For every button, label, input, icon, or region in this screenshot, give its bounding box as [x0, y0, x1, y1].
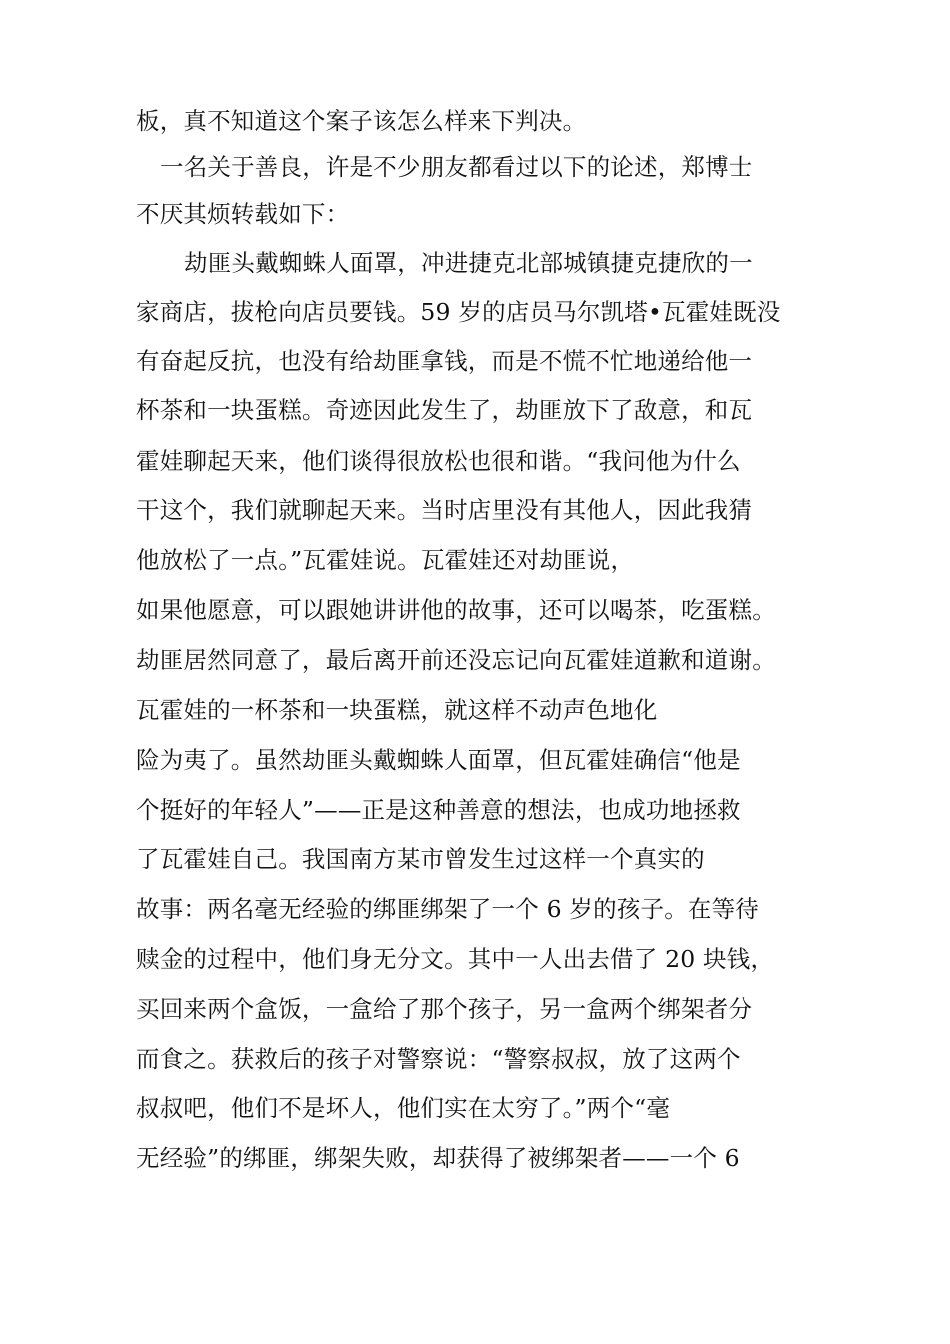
text-line: 险为夷了。虽然劫匪头戴蜘蛛人面罩，但瓦霍娃确信“他是: [136, 746, 741, 774]
text-line: 他放松了一点。”瓦霍娃说。瓦霍娃还对劫匪说，: [136, 546, 635, 574]
text-line: 叔叔吧，他们不是坏人，他们实在太穷了。”两个“毫: [136, 1094, 671, 1122]
text-line: 杯茶和一块蛋糕。奇迹因此发生了，劫匪放下了敌意，和瓦: [136, 396, 753, 424]
text-line: 赎金的过程中，他们身无分文。其中一人出去借了 20 块钱，: [136, 945, 775, 973]
text-line: 无经验”的绑匪，绑架失败，却获得了被绑架者——一个 6: [136, 1144, 740, 1172]
text-line: 有奋起反抗，也没有给劫匪拿钱，而是不慌不忙地递给他一: [136, 347, 753, 375]
text-line: 家商店，拔枪向店员要钱。59 岁的店员马尔凯塔•瓦霍娃既没: [136, 298, 781, 326]
text-line: 一名关于善良，许是不少朋友都看过以下的论述，郑博士: [160, 153, 753, 181]
text-line: 故事：两名毫无经验的绑匪绑架了一个 6 岁的孩子。在等待: [136, 895, 759, 923]
text-line: 买回来两个盒饭，一盒给了那个孩子，另一盒两个绑架者分: [136, 995, 753, 1023]
text-line: 板，真不知道这个案子该怎么样来下判决。: [136, 107, 587, 135]
text-line: 不厌其烦转载如下：: [136, 200, 350, 228]
text-line: 劫匪居然同意了，最后离开前还没忘记向瓦霍娃道歉和道谢。: [136, 646, 776, 674]
text-line: 而食之。获救后的孩子对警察说：“警察叔叔，放了这两个: [136, 1045, 741, 1073]
text-line: 了瓦霍娃自己。我国南方某市曾发生过这样一个真实的: [136, 845, 705, 873]
text-line: 霍娃聊起天来，他们谈得很放松也很和谐。“我问他为什么: [136, 447, 741, 475]
text-line: 劫匪头戴蜘蛛人面罩，冲进捷克北部城镇捷克捷欣的一: [184, 249, 753, 277]
text-line: 干这个，我们就聊起天来。当时店里没有其他人，因此我猜: [136, 496, 753, 524]
text-line: 如果他愿意，可以跟她讲讲他的故事，还可以喝茶，吃蛋糕。: [136, 596, 776, 624]
text-line: 瓦霍娃的一杯茶和一块蛋糕，就这样不动声色地化: [136, 696, 658, 724]
text-line: 个挺好的年轻人”——正是这种善意的想法，也成功地拯救: [136, 796, 741, 824]
